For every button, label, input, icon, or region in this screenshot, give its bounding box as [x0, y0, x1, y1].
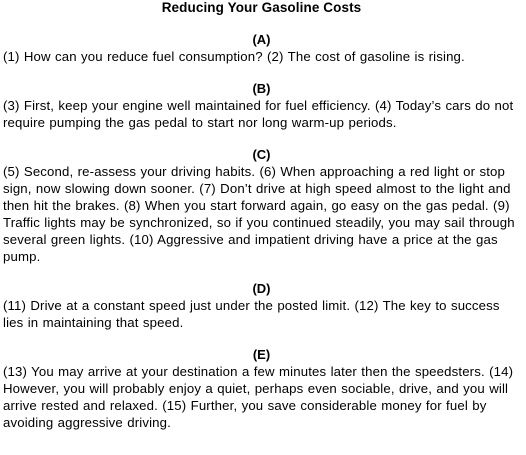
section-c: [3, 147, 520, 265]
section-a: [3, 32, 520, 65]
section-b: [3, 81, 520, 131]
section-text: (5) Second, re-assess your driving habits. (6) When approaching a red light or stop sign, now slowing down sooner. (7) Don’t drive at high speed almost to the light and then hit the brakes. (8) When you start forward again, go easy on the gas pedal. (9) Traffic lights may be synchronized, so if you continued steadily, you may sail through several green lights. (10) Aggressive and impatient driving have a price at the gas pump.: [3, 164, 515, 264]
document-title: Reducing Your Gasoline Costs: [161, 0, 362, 15]
section-text: (13) You may arrive at your destination a few minutes later then the speedsters. (14) However, you will probably enjoy a quiet, perhaps even sociable, drive, and you will arrive rested and relaxed. (15) Further, you save considerable money for fuel by avoiding aggressive driving.: [3, 364, 514, 430]
section-text: (1) How can you reduce fuel consumption? (2) The cost of gasoline is rising.: [3, 49, 465, 64]
section-d: [3, 281, 520, 331]
section-e: [3, 347, 520, 431]
section-text: (3) First, keep your engine well maintained for fuel efficiency. (4) Today’s cars do not require pumping the gas pedal to start nor long warm-up periods.: [3, 98, 514, 130]
section-label: (C): [252, 147, 271, 162]
section-label: (A): [252, 32, 271, 47]
section-label: (D): [252, 281, 271, 296]
section-label: (E): [252, 347, 271, 362]
section-text: (11) Drive at a constant speed just under the posted limit. (12) The key to success lies in maintaining that speed.: [3, 298, 500, 330]
section-label: (B): [252, 81, 271, 96]
